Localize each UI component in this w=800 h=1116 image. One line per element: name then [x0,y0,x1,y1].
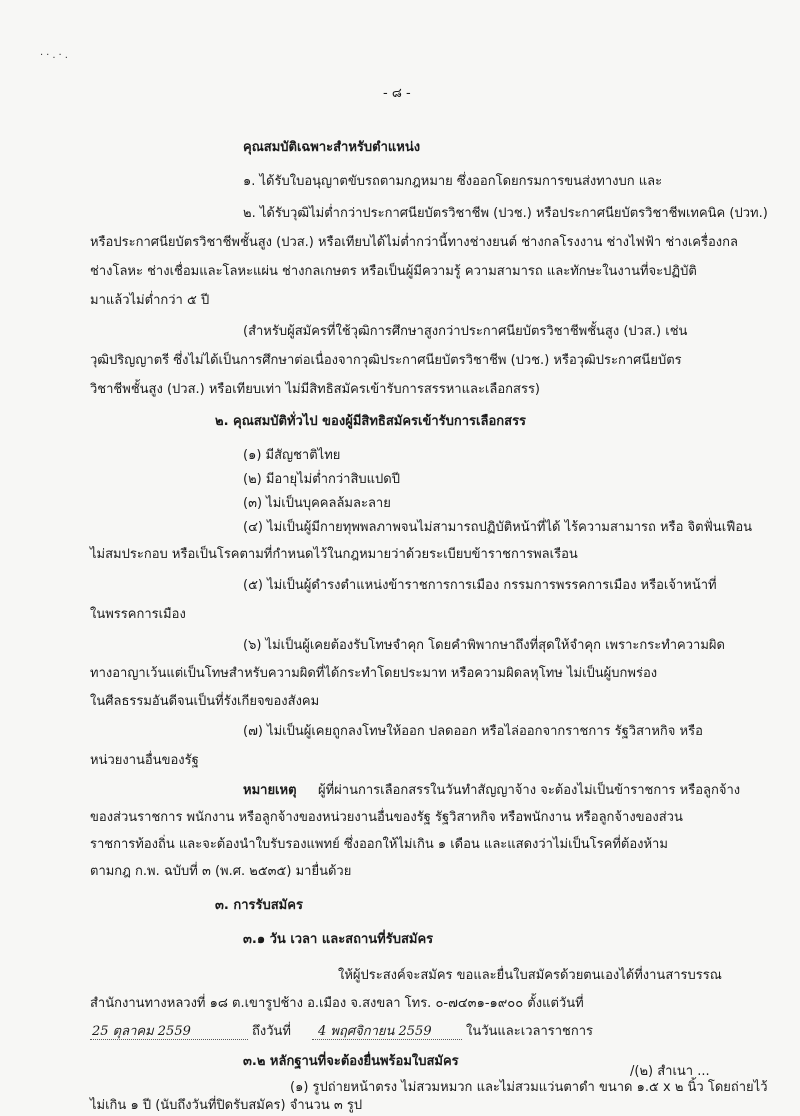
s1-item2-line2: หรือประกาศนียบัตรวิชาชีพชั้นสูง (ปวส.) หรือเทียบได้ไม่ต่ำกว่านี้ทางช่างยนต์ ช่างกลโรงงาน ช่างไฟฟ้า ช่างเครื่องกล [90,235,738,250]
remark-line3: ราชการท้องถิ่น และจะต้องนำใบรับรองแพทย์ ซึ่งออกให้ไม่เกิน ๑ เดือน และแสดงว่าไม่เป็นโรคที่ต้องห้าม [90,837,668,852]
s2-item6-line3: ในศีลธรรมอันดีจนเป็นที่รังเกียจของสังคม [90,694,320,709]
handwritten-start-date: 25 ตุลาคม 2559 [92,1024,191,1039]
page-footer-continuation: /(๒) สำเนา ... [630,1064,710,1079]
start-date-dotted-line [90,1039,248,1040]
section1-heading: คุณสมบัติเฉพาะสำหรับตำแหน่ง [243,140,421,155]
s3-p2-line1: (๑) รูปถ่ายหน้าตรง ไม่สวมหมวก และไม่สวมแว่นตาดำ ขนาด ๑.๕ x ๒ นิ้ว โดยถ่ายไว้ [290,1080,768,1095]
s1-item2-line3: ช่างโลหะ ช่างเชื่อมและโลหะแผ่น ช่างกลเกษตร หรือเป็นผู้มีความรู้ ความสามารถ และทักษะในงานที่จะปฏิบัติ [90,264,697,279]
remark-line1: ผู้ที่ผ่านการเลือกสรรในวันทำสัญญาจ้าง จะต้องไม่เป็นข้าราชการ หรือลูกจ้าง [318,783,741,798]
remark-label: หมายเหตุ [243,783,297,798]
scan-specks: ··.·. [40,50,71,61]
s2-item6-line2: ทางอาญาเว้นแต่เป็นโทษสำหรับความผิดที่ได้กระทำโดยประมาท หรือความผิดลหุโทษ ไม่เป็นผู้บกพร่อง [90,666,658,681]
section3-heading: ๓. การรับสมัคร [215,898,303,913]
remark-line2: ของส่วนราชการ พนักงาน หรือลูกจ้างของหน่วยงานอื่นของรัฐ รัฐวิสาหกิจ หรือพนักงาน หรือลูกจ้างของส่วน [90,810,683,825]
s2-item1: (๑) มีสัญชาติไทย [243,448,341,463]
handwritten-end-date: 4 พฤศจิกายน 2559 [318,1024,432,1039]
s3-p1-line2: สำนักงานทางหลวงที่ ๑๘ ต.เขารูปช้าง อ.เมือง จ.สงขลา โทร. ๐-๗๔๓๑-๑๙๐๐ ตั้งแต่วันที่ [90,996,584,1011]
s1-item2-line4: มาแล้วไม่ต่ำกว่า ๕ ปี [90,293,210,308]
end-date-dotted-line [312,1039,462,1040]
date-tail-label: ในวันและเวลาราชการ [466,1024,594,1039]
s2-item7-line2: หน่วยงานอื่นของรัฐ [90,753,199,768]
remark-line4: ตามกฎ ก.พ. ฉบับที่ ๓ (พ.ศ. ๒๕๓๕) มายื่นด้วย [90,864,352,879]
s3-p2-line2: ไม่เกิน ๑ ปี (นับถึงวันที่ปิดรับสมัคร) จำนวน ๓ รูป [90,1098,363,1113]
s3-sub2-heading: ๓.๒ หลักฐานที่จะต้องยื่นพร้อมใบสมัคร [243,1054,459,1069]
section2-heading: ๒. คุณสมบัติทั่วไป ของผู้มีสิทธิสมัครเข้ารับการเลือกสรร [215,414,527,429]
s1-item1: ๑. ได้รับใบอนุญาตขับรถตามกฎหมาย ซึ่งออกโดยกรมการขนส่งทางบก และ [243,174,663,189]
s2-item2: (๒) มีอายุไม่ต่ำกว่าสิบแปดปี [243,472,400,487]
s2-item3: (๓) ไม่เป็นบุคคลล้มละลาย [243,496,391,511]
s3-sub1-heading: ๓.๑ วัน เวลา และสถานที่รับสมัคร [243,932,434,947]
s3-p1-line1: ให้ผู้ประสงค์จะสมัคร ขอและยื่นใบสมัครด้วยตนเองได้ที่งานสารบรรณ [338,968,722,983]
s2-item5-line2: ในพรรคการเมือง [90,607,186,622]
s2-item6-line1: (๖) ไม่เป็นผู้เคยต้องรับโทษจำคุก โดยคำพิพากษาถึงที่สุดให้จำคุก เพราะกระทำความผิด [243,638,725,653]
s1-note-line2: วุฒิปริญญาตรี ซึ่งไม่ได้เป็นการศึกษาต่อเนื่องจากวุฒิประกาศนียบัตรวิชาชีพ (ปวช.) หรือวุฒิประกาศนียบัตร [90,353,682,368]
s1-note-line1: (สำหรับผู้สมัครที่ใช้วุฒิการศึกษาสูงกว่าประกาศนียบัตรวิชาชีพชั้นสูง (ปวส.) เช่น [243,324,688,339]
date-mid-label: ถึงวันที่ [252,1024,291,1039]
s2-item4-line1: (๔) ไม่เป็นผู้มีกายทุพพลภาพจนไม่สามารถปฏิบัติหน้าที่ได้ ไร้ความสามารถ หรือ จิตฟั่นเฟือน [243,520,753,535]
s1-note-line3: วิชาชีพชั้นสูง (ปวส.) หรือเทียบเท่า ไม่มีสิทธิสมัครเข้ารับการสรรหาและเลือกสรร) [90,382,540,397]
page-number: - ๘ - [383,86,411,101]
s1-item2-line1: ๒. ได้รับวุฒิไม่ต่ำกว่าประกาศนียบัตรวิชาชีพ (ปวช.) หรือประกาศนียบัตรวิชาชีพเทคนิค (ปวท.) [243,206,768,221]
s2-item5-line1: (๕) ไม่เป็นผู้ดำรงตำแหน่งข้าราชการการเมือง กรรมการพรรคการเมือง หรือเจ้าหน้าที่ [243,578,717,593]
s2-item4-line2: ไม่สมประกอบ หรือเป็นโรคตามที่กำหนดไว้ในกฎหมายว่าด้วยระเบียบข้าราชการพลเรือน [90,547,578,562]
s2-item7-line1: (๗) ไม่เป็นผู้เคยถูกลงโทษให้ออก ปลดออก หรือไล่ออกจากราชการ รัฐวิสาหกิจ หรือ [243,724,703,739]
